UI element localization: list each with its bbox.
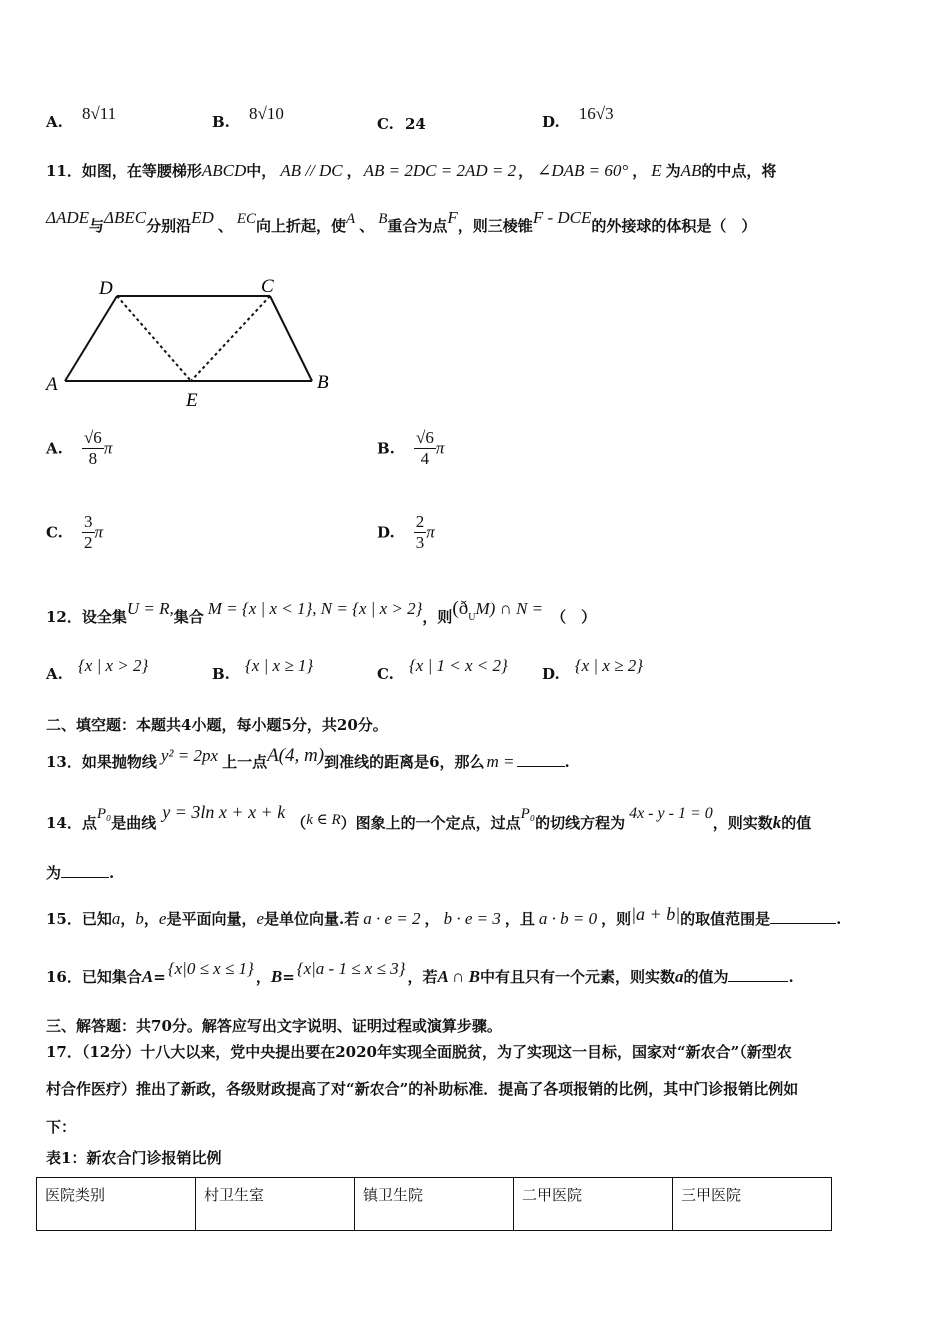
text: = [153, 968, 166, 986]
math: EC [236, 211, 257, 227]
text: 的切线方程为 [535, 814, 626, 832]
math: F [447, 208, 458, 227]
text: 、 [359, 217, 375, 235]
q11-stem-line1 [46, 160, 776, 181]
text: 设全集 [81, 608, 127, 626]
math: |a + b| [631, 904, 681, 924]
table-header-cell: 二甲医院 [514, 1178, 673, 1231]
text: ， [424, 910, 440, 928]
math: b [135, 909, 144, 928]
pi: π [426, 522, 435, 542]
option-label: B. [212, 113, 230, 131]
math: AB = 2DC = 2AD = 2 [363, 161, 517, 180]
math: A [346, 211, 356, 227]
text: 的中点，将 [701, 162, 777, 180]
reimbursement-table [36, 1177, 832, 1231]
math: k ∈ R [306, 812, 341, 828]
text: 重合为点 [387, 217, 448, 235]
math: A(4, m) [267, 745, 325, 766]
math: AB // DC [280, 161, 343, 180]
option-label: A. [46, 665, 63, 683]
option-value: {x | x > 2} [77, 656, 149, 675]
section-3-heading: 三、解答题：共70分。解答应写出文字说明、证明过程或演算步骤。 [46, 1017, 502, 1035]
pi: π [435, 438, 445, 458]
text: 为 [665, 162, 681, 180]
math: (ð [452, 598, 469, 619]
text: 如果抛物线 [81, 753, 157, 771]
option-value: {x | x ≥ 1} [245, 656, 314, 675]
text: ，则 [422, 608, 453, 626]
text: ）图象上的一个定点，过点 [340, 814, 521, 832]
question-number: 11． [46, 162, 82, 180]
text: 到准线的距离是6，那么 [324, 753, 485, 771]
question-number: 12． [46, 608, 82, 626]
fraction [82, 512, 95, 553]
fraction [82, 428, 104, 469]
pi: π [94, 522, 104, 542]
table-caption: 表1：新农合门诊报销比例 [46, 1149, 222, 1167]
math: a [674, 967, 684, 986]
pi: π [103, 438, 113, 458]
math: A [141, 967, 154, 986]
text: ， [346, 162, 362, 180]
side-ad [65, 296, 117, 381]
option-label: B. [212, 665, 230, 683]
option-label: A. [46, 439, 63, 458]
table-header-cell: 三甲医院 [673, 1178, 832, 1231]
option-value: 16√3 [578, 104, 614, 123]
math: y = 3ln x + x + k [162, 802, 286, 822]
text: 集合 [173, 608, 204, 626]
math: e [158, 909, 167, 928]
option-value: 8√10 [249, 104, 284, 123]
math: a · b = 0 [538, 909, 598, 928]
math: B [378, 211, 388, 227]
text: = [282, 968, 295, 986]
option-value: 8√11 [81, 104, 117, 123]
numerator: 3 [84, 512, 93, 531]
option-value: {x | 1 < x < 2} [409, 656, 508, 675]
table-header-cell: 村卫生室 [196, 1178, 355, 1231]
q12-option-b [212, 656, 314, 684]
option-label: D. [542, 113, 560, 131]
math: ED [191, 208, 214, 227]
math: P₀ [520, 806, 536, 822]
text: ，则 [601, 910, 632, 928]
q11-option-a [46, 428, 112, 469]
answer-blank[interactable] [728, 981, 788, 982]
q11-option-c [46, 512, 103, 553]
text: 为 [46, 864, 62, 882]
option-label: C. [46, 523, 63, 542]
q10-option-b [212, 104, 284, 132]
q10-option-c [377, 114, 426, 133]
text: ， [143, 910, 159, 928]
q12-option-c [377, 656, 508, 684]
math: ΔADE [46, 208, 90, 227]
text: . [564, 753, 570, 771]
math: P₀ [96, 806, 112, 822]
trapezoid-figure [40, 270, 340, 410]
q11-option-b [377, 428, 444, 469]
text: ，且 [504, 910, 535, 928]
text: （ ） [551, 608, 597, 626]
denominator: 8 [88, 449, 98, 468]
math: M = {x | x < 1}, N = {x | x > 2} [207, 599, 423, 618]
section-2-heading: 二、填空题：本题共4小题，每小题5分，共20分。 [46, 716, 388, 734]
question-number: 13． [46, 753, 82, 771]
option-label: B. [377, 439, 395, 458]
text: ， [518, 162, 534, 180]
q17-line2: 村合作医疗）推出了新政，各级财政提高了对“新农合”的补助标准．提高了各项报销的比例，其中门诊报销比例如 [46, 1080, 799, 1098]
math: E [651, 161, 662, 180]
text: ，则实数 [712, 814, 773, 832]
math: k [772, 813, 782, 832]
math: a [111, 909, 121, 928]
math: b · e = 3 [443, 909, 501, 928]
question-number: 16． [46, 968, 82, 986]
math: M) ∩ N = [475, 599, 544, 618]
text: 已知集合 [81, 968, 142, 986]
text: 向上折起，使 [256, 217, 347, 235]
q13-stem [46, 745, 570, 773]
q14-stem-line1 [46, 802, 812, 833]
math: F - DCE [532, 208, 592, 227]
q12-stem [46, 598, 597, 629]
question-number: 15． [46, 910, 82, 928]
text: 点 [81, 814, 97, 832]
text: 已知 [81, 910, 112, 928]
q14-stem-line2 [46, 862, 114, 883]
answer-blank[interactable] [61, 877, 109, 878]
q16-stem [46, 959, 794, 987]
math: ABCD [201, 161, 247, 180]
option-value: 24 [405, 115, 426, 133]
text: ，若 [407, 968, 438, 986]
denominator: 3 [415, 533, 425, 552]
math: e [256, 909, 265, 928]
text: 的值为 [683, 968, 729, 986]
fraction [414, 428, 436, 469]
option-label: D. [377, 523, 395, 542]
dashed-de [117, 296, 191, 381]
dashed-ce [191, 296, 270, 381]
label-c: C [261, 276, 274, 297]
fraction [414, 512, 427, 553]
option-label: D. [542, 665, 560, 683]
label-a: A [46, 374, 58, 395]
text: . [109, 864, 115, 882]
q11-option-d [377, 512, 435, 553]
answer-blank[interactable] [517, 766, 565, 767]
math: AB [680, 161, 702, 180]
math: 4x - y - 1 = 0 [629, 805, 713, 822]
text: 中有且只有一个元素，则实数 [479, 968, 675, 986]
text: 的值 [781, 814, 812, 832]
q10-option-a [46, 104, 117, 132]
q12-option-d [542, 656, 643, 684]
label-e: E [186, 390, 198, 410]
q11-stem-line2 [46, 208, 757, 236]
option-label: C. [377, 665, 394, 683]
q17-line1: 17．（12分）十八大以来，党中央提出要在2020年实现全面脱贫，为了实现这一目标，国家对“新农合”（新型农 [46, 1043, 792, 1061]
side-cb [270, 296, 312, 381]
q10-option-d [542, 104, 614, 132]
text: 的取值范围是 [680, 910, 771, 928]
math: ∠DAB = 60° [537, 161, 629, 180]
label-b: B [317, 372, 329, 393]
text: （ [291, 814, 307, 832]
q12-option-a [46, 656, 149, 684]
text: 是平面向量， [166, 910, 257, 928]
subscript: U [468, 612, 476, 623]
math: A ∩ B [437, 967, 480, 986]
math: {x|a - 1 ≤ x ≤ 3} [296, 959, 406, 978]
table-header-cell: 镇卫生院 [355, 1178, 514, 1231]
option-label: A. [46, 113, 63, 131]
text: 、 [217, 217, 233, 235]
text: ， [255, 968, 271, 986]
option-value: {x | x ≥ 2} [574, 656, 643, 675]
denominator: 2 [84, 533, 93, 552]
text: ，则三棱锥 [457, 217, 533, 235]
math: y² = 2px [160, 746, 219, 765]
text: 如图，在等腰梯形 [81, 162, 202, 180]
answer-blank[interactable] [770, 923, 836, 924]
math: U = R, [126, 599, 174, 618]
text: 是曲线 [111, 814, 157, 832]
q15-stem [46, 904, 842, 929]
text: 中， [246, 162, 277, 180]
table-row [37, 1178, 832, 1231]
text: 与 [89, 217, 105, 235]
math: B [270, 967, 283, 986]
text: 分别沿 [146, 217, 192, 235]
text: 上一点 [222, 753, 268, 771]
math: a · e = 2 [363, 909, 421, 928]
numerator: 2 [415, 512, 425, 531]
text: 的外接球的体积是（ ） [591, 217, 757, 235]
q17-line3: 下： [46, 1118, 77, 1136]
text: 是单位向量.若 [264, 910, 360, 928]
math: {x|0 ≤ x ≤ 1} [167, 959, 254, 978]
option-label: C. [377, 115, 394, 133]
table-header-cell: 医院类别 [37, 1178, 196, 1231]
math: ΔBEC [104, 208, 147, 227]
text: . [836, 910, 842, 928]
denominator: 4 [420, 449, 430, 468]
label-d: D [99, 278, 113, 299]
numerator: √6 [416, 428, 434, 447]
numerator: √6 [83, 428, 102, 447]
text: ， [632, 162, 648, 180]
text: . [788, 968, 794, 986]
text: ， [120, 910, 136, 928]
math: m = [486, 752, 515, 771]
question-number: 14． [46, 814, 82, 832]
